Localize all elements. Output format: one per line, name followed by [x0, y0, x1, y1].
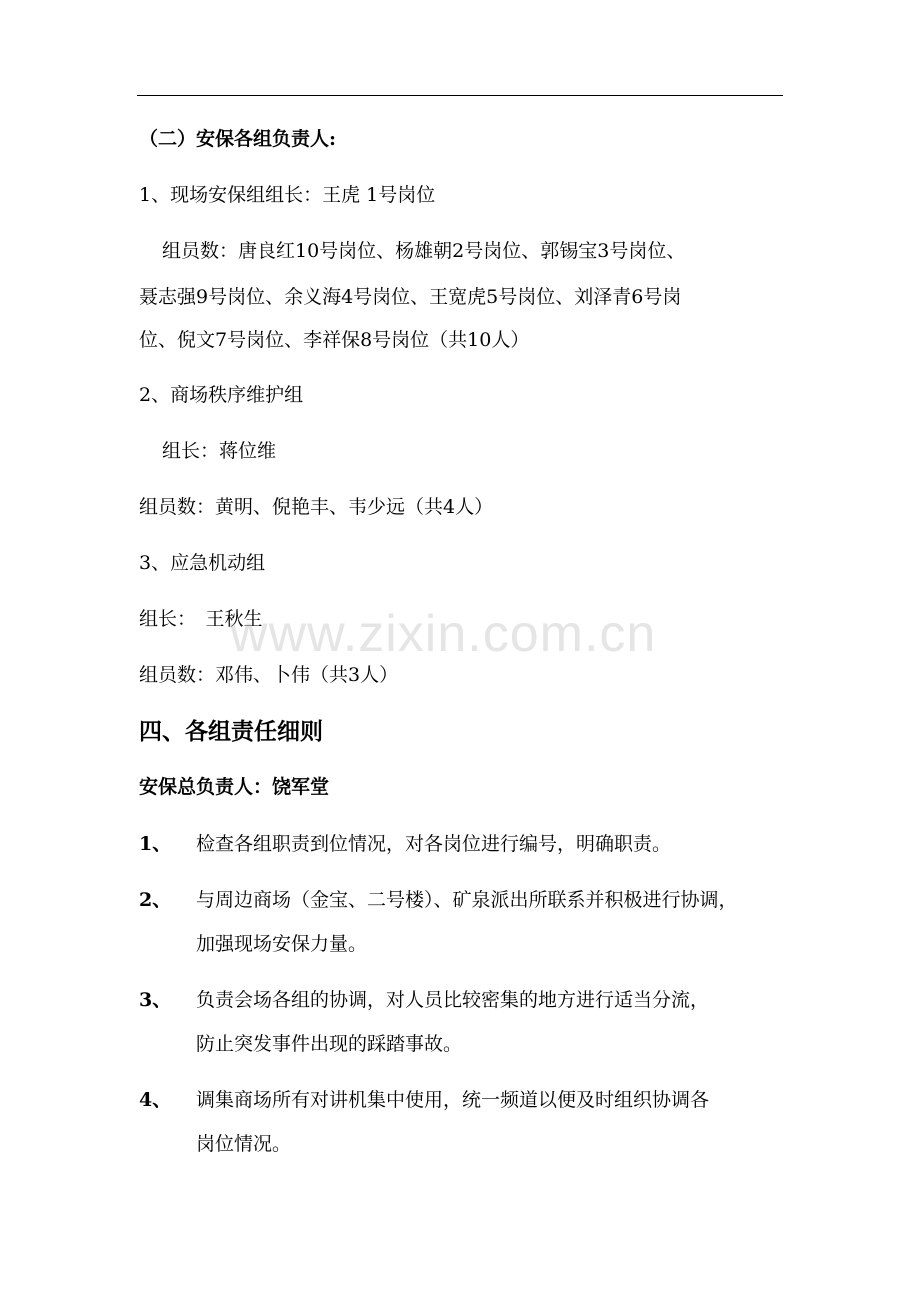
duty-number: 4、: [139, 1089, 172, 1111]
duty-text-line: 岗位情况。: [196, 1133, 292, 1155]
group1-leader-line: 1、现场安保组组长：王虎 1号岗位: [139, 184, 436, 206]
group3-title: 3、应急机动组: [139, 552, 266, 574]
group3-members: 组员数：邓伟、卜伟（共3人）: [139, 664, 399, 686]
header-rule: [137, 95, 783, 96]
group1-members-line-3: 位、倪文7号岗位、李祥保8号岗位（共10人）: [139, 329, 530, 351]
group1-members-line-2: 聂志强9号岗位、余义海4号岗位、王宽虎5号岗位、刘泽青6号岗: [139, 286, 682, 308]
duty-text-line: 加强现场安保力量。: [196, 933, 368, 955]
duty-text-line: 负责会场各组的协调，对人员比较密集的地方进行适当分流，: [196, 989, 710, 1011]
duty-text-line: 与周边商场（金宝、二号楼）、矿泉派出所联系并积极进行协调，: [196, 889, 738, 911]
duty-text-line: 防止突发事件出现的踩踏事故。: [196, 1033, 463, 1055]
duty-text-line: 调集商场所有对讲机集中使用，统一频道以便及时组织协调各: [196, 1089, 710, 1111]
duty-number: 1、: [139, 833, 172, 855]
group2-title: 2、商场秩序维护组: [139, 384, 304, 406]
section-four-title: 四、各组责任细则: [139, 718, 323, 745]
watermark: www.zixin.com.cn: [230, 605, 657, 663]
group3-leader: 组长： 王秋生: [139, 608, 263, 630]
group2-leader: 组长：蒋位维: [162, 440, 277, 462]
duty-text-line: 检查各组职责到位情况，对各岗位进行编号，明确职责。: [196, 833, 672, 855]
duty-number: 2、: [139, 889, 172, 911]
group2-members: 组员数：黄明、倪艳丰、韦少远（共4人）: [139, 496, 494, 518]
section-two-title: （二）安保各组负责人:: [139, 128, 337, 150]
group1-members-line-1: 组员数：唐良红10号岗位、杨雄朝2号岗位、郭锡宝3号岗位、: [162, 240, 686, 262]
duty-number: 3、: [139, 989, 172, 1011]
chief-line: 安保总负责人：饶军堂: [139, 776, 330, 798]
